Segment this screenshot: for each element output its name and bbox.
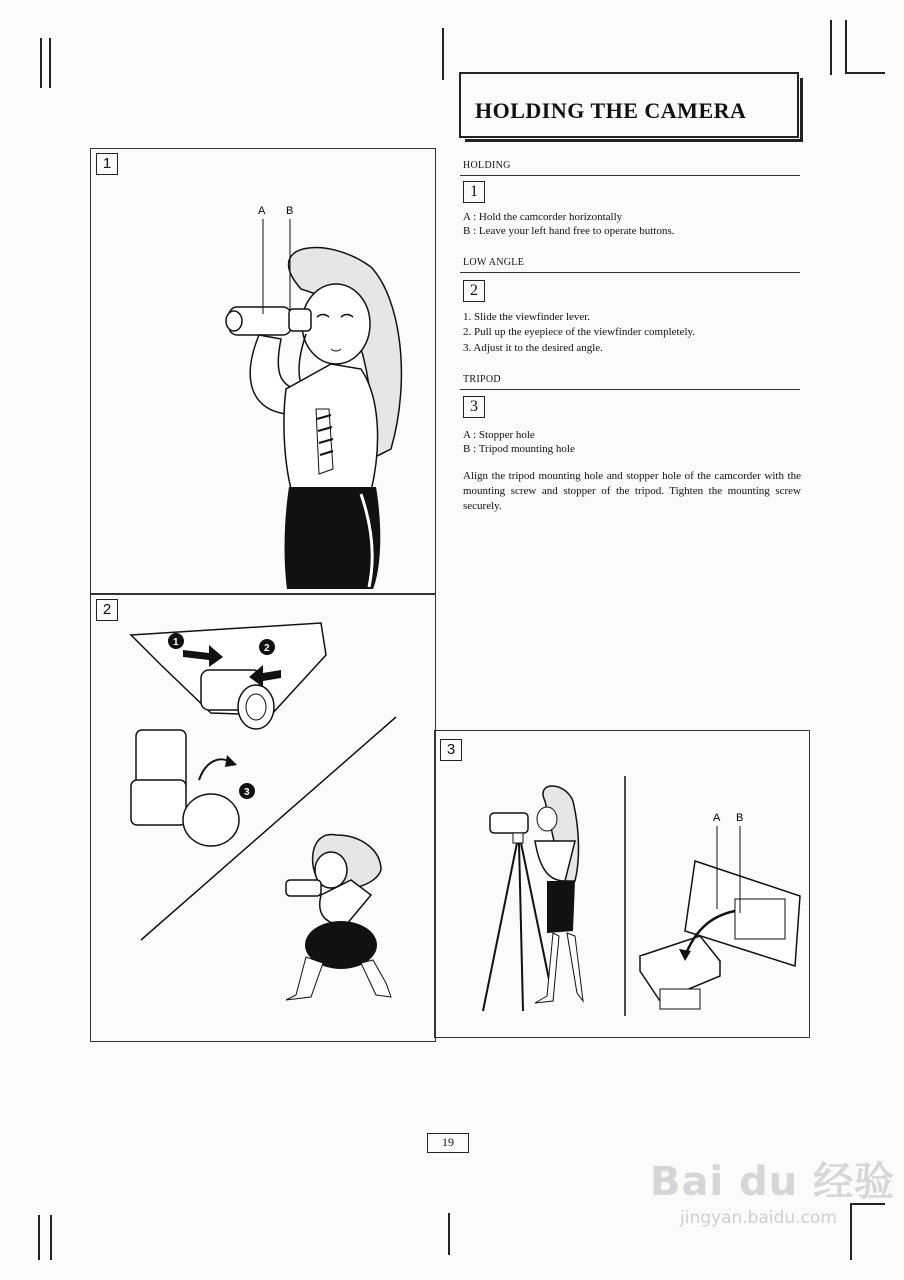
figure-panel-1 xyxy=(90,148,436,594)
binding-mark xyxy=(850,1205,852,1260)
binding-mark xyxy=(830,20,832,75)
instruction-line: A : Hold the camcorder horizontally xyxy=(463,211,623,223)
binding-mark xyxy=(845,20,847,72)
label-a: A xyxy=(713,812,721,824)
label-b: B xyxy=(736,812,744,824)
binding-mark xyxy=(442,28,444,80)
section-rule xyxy=(460,389,800,390)
step-marker-1: 1 xyxy=(173,637,179,648)
figure-number: 1 xyxy=(96,153,118,175)
instruction-line: 2. Pull up the eyepiece of the viewfinder completely. xyxy=(463,326,696,338)
binding-mark xyxy=(448,1213,450,1255)
instruction-line: A : Stopper hole xyxy=(463,429,535,441)
binding-mark xyxy=(845,72,885,74)
binding-mark xyxy=(40,38,42,88)
step-marker-3: 3 xyxy=(244,787,250,798)
tripod-instruction-paragraph: Align the tripod mounting hole and stopper hole of the camcorder with the mounting screw and stopper of the tripod. Tighten the mounting screw securely. xyxy=(463,470,801,512)
figure-panel-2 xyxy=(90,594,436,1042)
section-heading-holding: HOLDING xyxy=(463,160,511,171)
binding-mark xyxy=(38,1215,40,1260)
instruction-line: 3. Adjust it to the desired angle. xyxy=(463,342,603,354)
page-number: 19 xyxy=(427,1133,469,1153)
title-box xyxy=(459,72,799,138)
figure-panel-3 xyxy=(434,730,810,1038)
section-number-box: 3 xyxy=(463,396,485,418)
section-heading-low-angle: LOW ANGLE xyxy=(463,257,525,268)
section-rule xyxy=(460,175,800,176)
figure-number: 3 xyxy=(440,739,462,761)
label-a: A xyxy=(258,205,266,217)
holding-illustration xyxy=(91,149,437,595)
section-number-box: 1 xyxy=(463,181,485,203)
section-heading-tripod: TRIPOD xyxy=(463,374,501,385)
step-marker-2: 2 xyxy=(264,643,270,654)
instruction-line: B : Leave your left hand free to operate buttons. xyxy=(463,225,675,237)
label-b: B xyxy=(286,205,294,217)
tripod-illustration xyxy=(435,731,811,1039)
binding-mark xyxy=(50,1215,52,1260)
figure-number: 2 xyxy=(96,599,118,621)
page-title: HOLDING THE CAMERA xyxy=(475,98,747,123)
instruction-line: 1. Slide the viewfinder lever. xyxy=(463,311,591,323)
watermark-logo: Bai du 经验 xyxy=(650,1159,896,1205)
watermark-url: jingyan.baidu.com xyxy=(680,1208,837,1228)
instruction-line: B : Tripod mounting hole xyxy=(463,443,575,455)
low-angle-illustration xyxy=(91,595,437,1043)
section-number-box: 2 xyxy=(463,280,485,302)
binding-mark xyxy=(49,38,51,88)
section-rule xyxy=(460,272,800,273)
